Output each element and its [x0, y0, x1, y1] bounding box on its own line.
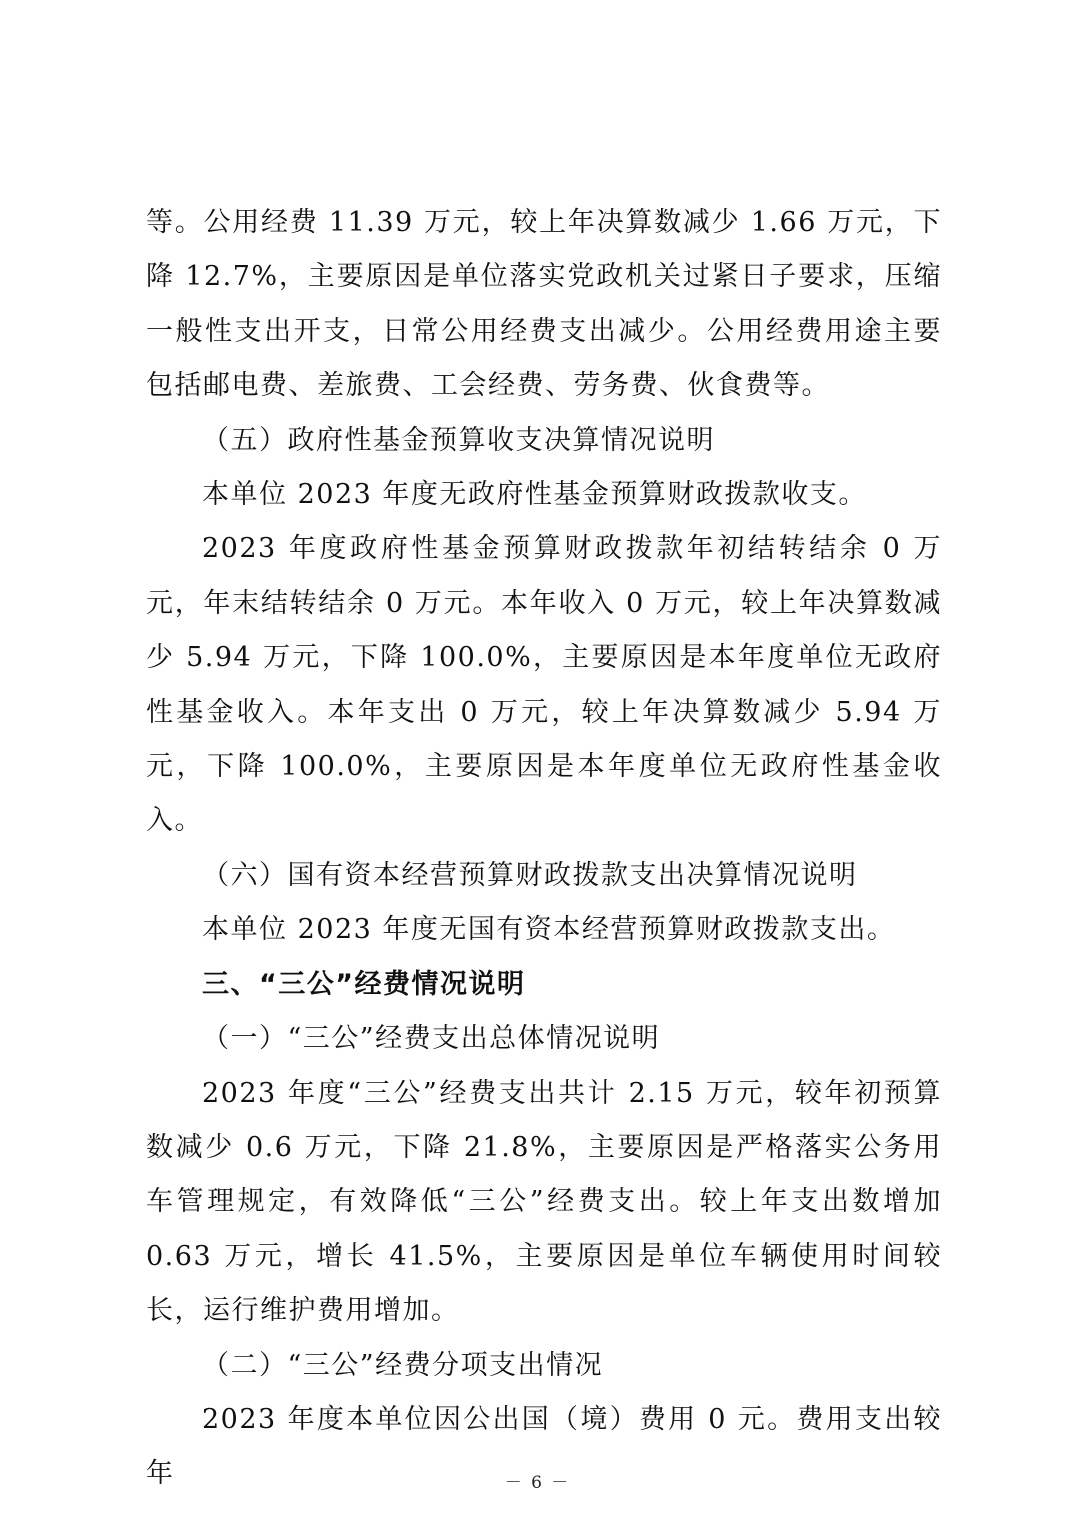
paragraph-three-public-overall: 2023 年度“三公”经费支出共计 2.15 万元，较年初预算数减少 0.6 万元，下降 21.8%，主要原因是严格落实公务用车管理规定，有效降低“三公”经费支出。较上年支出数增加 0.63 万元，增长 41.5%，主要原因是单位车辆使用时间较长，运行维护费用增加。	[146, 1077, 942, 1327]
heading-government-fund-budget: （五）政府性基金预算收支决算情况说明	[202, 424, 715, 456]
section-heading-three-public-expenses: 三、“三公”经费情况说明	[202, 968, 526, 1000]
paragraph-government-fund-details: 2023 年度政府性基金预算财政拨款年初结转结余 0 万元，年末结转结余 0 万元。本年收入 0 万元，较上年决算数减少 5.94 万元，下降 100.0%，主要原因是本年度单位无政府性基金收入。本年支出 0 万元，较上年决算数减少 5.94 万元，下降 100.0%，主要原因是本年度单位无政府性基金收入。	[146, 533, 942, 837]
heading-state-capital-budget: （六）国有资本经营预算财政拨款支出决算情况说明	[202, 859, 858, 891]
document-page	[146, 196, 942, 1502]
heading-three-public-itemized: （二）“三公”经费分项支出情况	[202, 1349, 604, 1381]
paragraph-overseas-travel: 2023 年度本单位因公出国（境）费用 0 元。费用支出较年	[146, 1403, 942, 1490]
paragraph-public-expenses: 等。公用经费 11.39 万元，较上年决算数减少 1.66 万元，下降 12.7%，主要原因是单位落实党政机关过紧日子要求，压缩一般性支出开支，日常公用经费支出减少。公用经费用途主要包括邮电费、差旅费、工会经费、劳务费、伙食费等。	[146, 207, 942, 402]
page-number: － 6 －	[504, 1473, 571, 1493]
paragraph-no-government-fund: 本单位 2023 年度无政府性基金预算财政拨款收支。	[202, 479, 867, 511]
heading-three-public-overall: （一）“三公”经费支出总体情况说明	[202, 1023, 661, 1055]
paragraph-no-state-capital: 本单位 2023 年度无国有资本经营预算财政拨款支出。	[202, 914, 896, 946]
